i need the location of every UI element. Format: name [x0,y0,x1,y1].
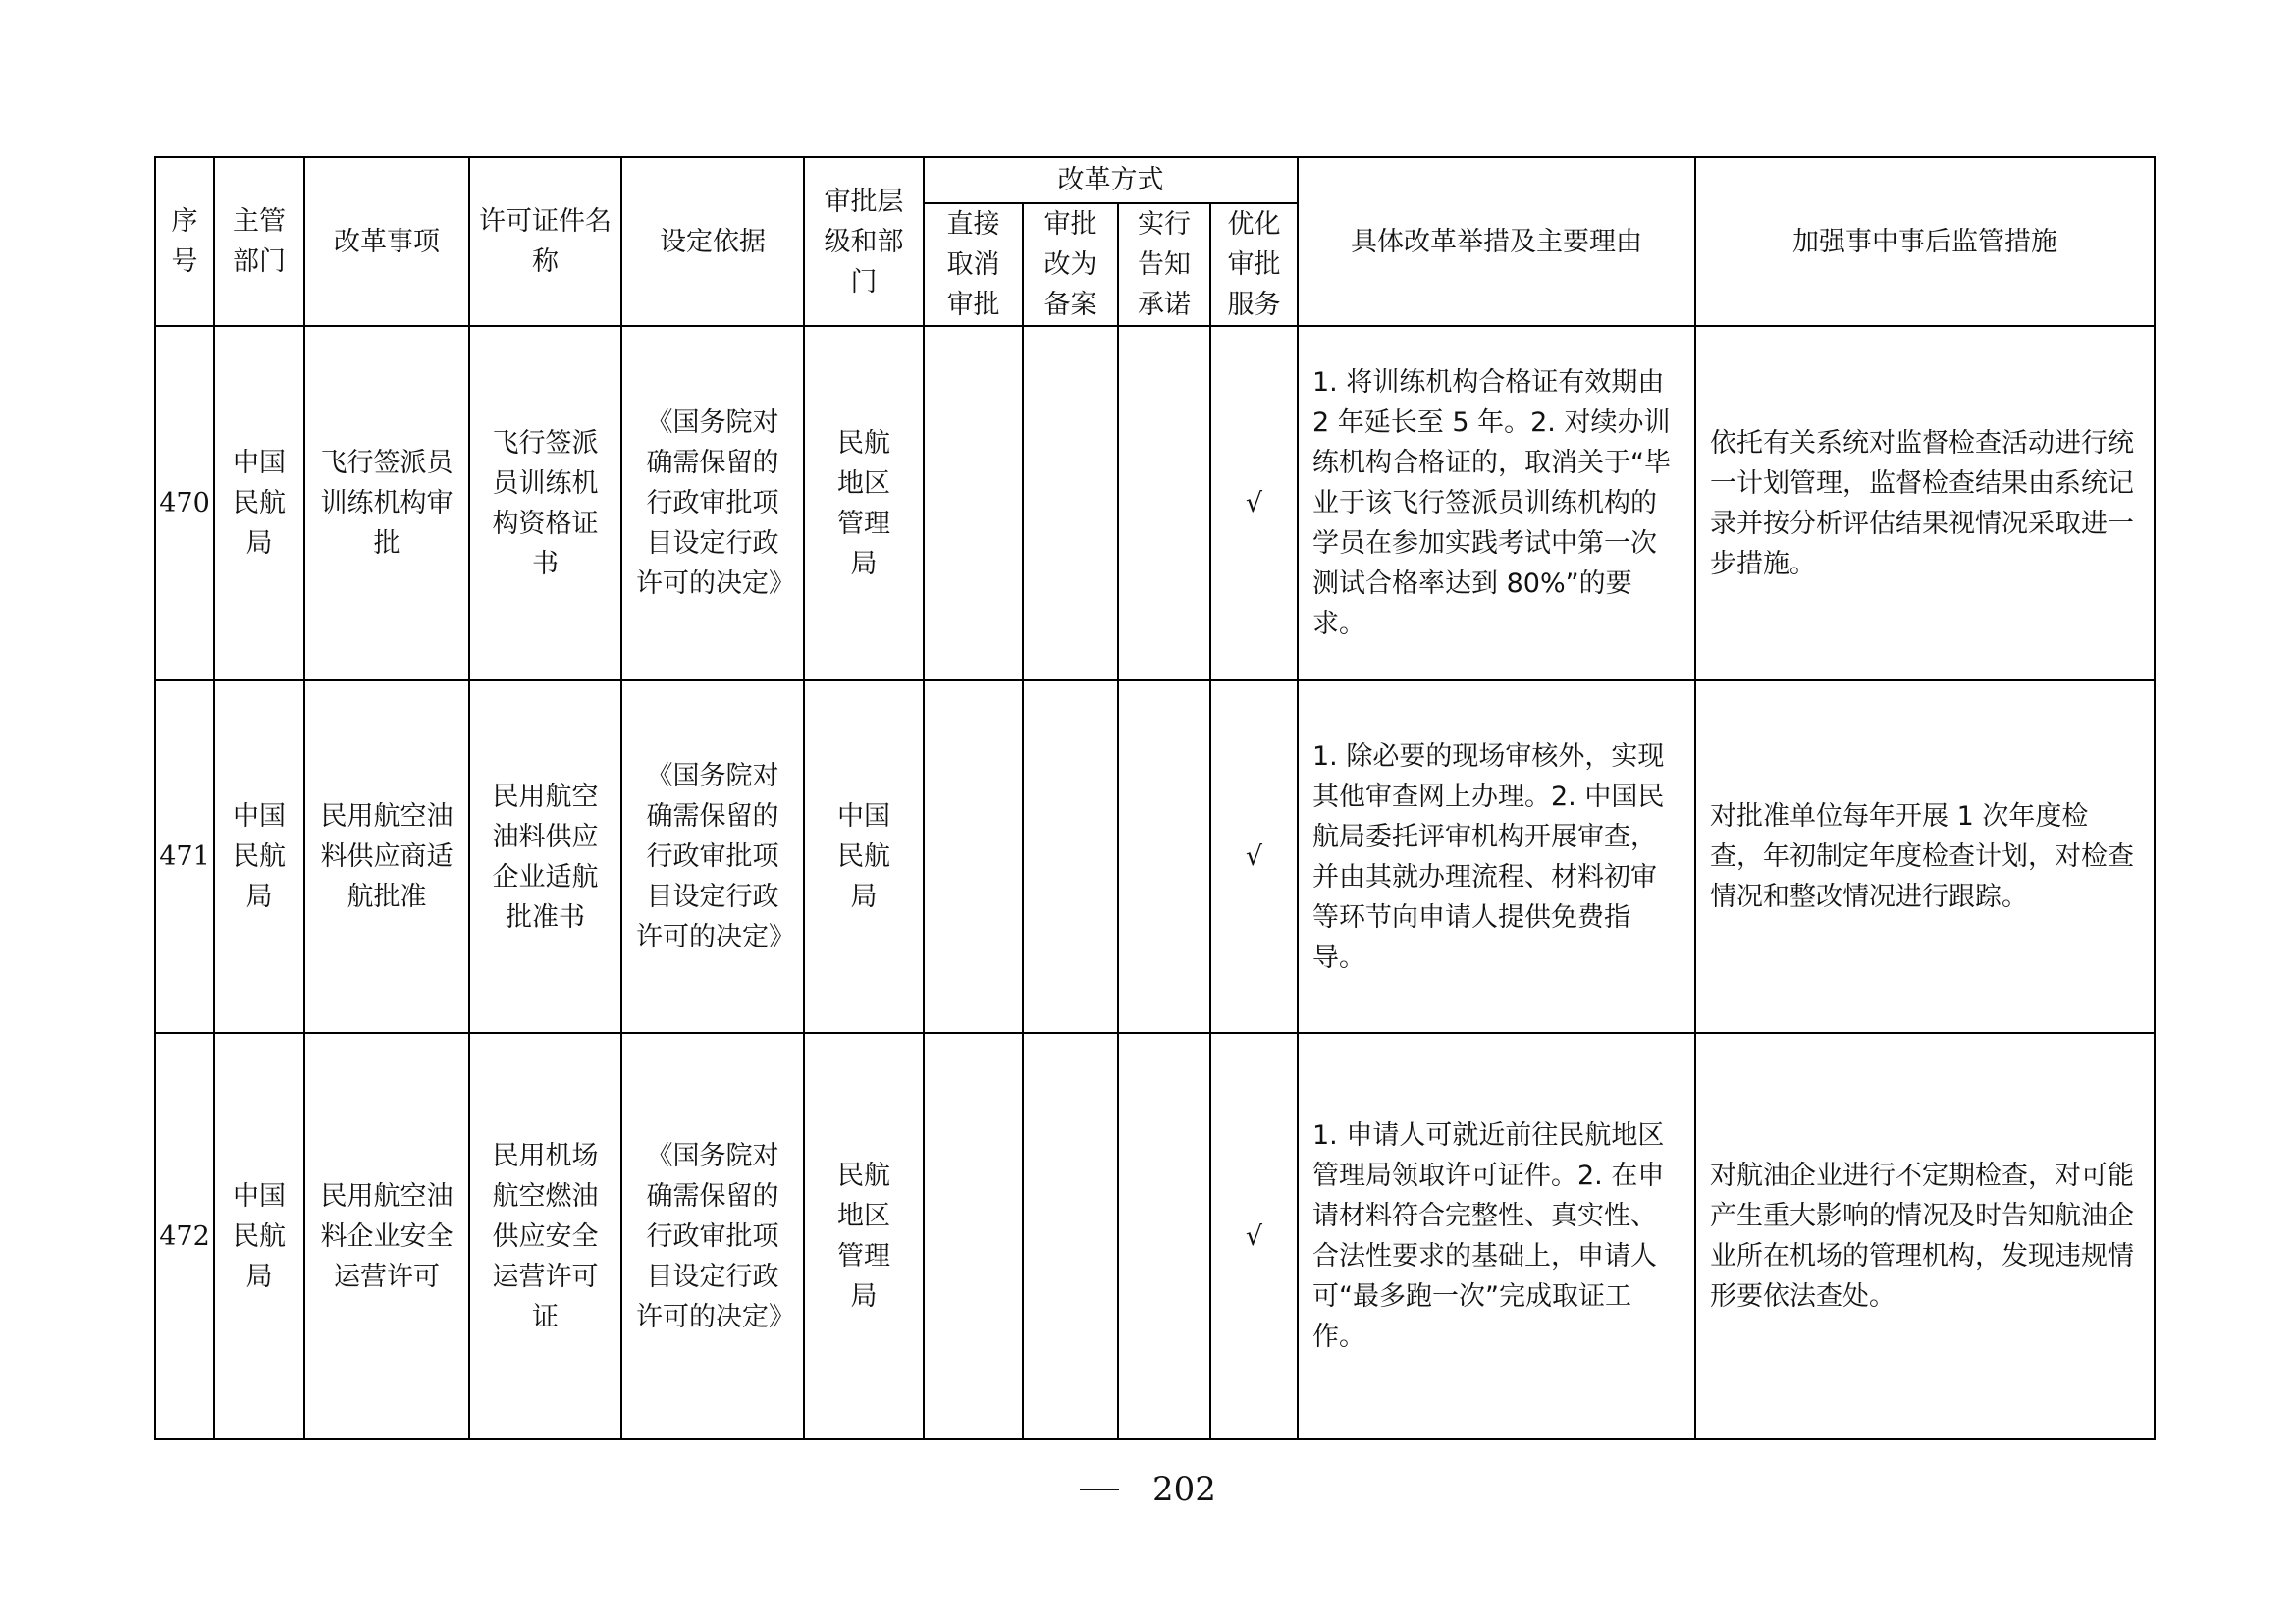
row-measures: 1. 将训练机构合格证有效期由 2 年延长至 5 年。2. 对续办训练机构合格证的，取消关于“毕业于该飞行签派员训练机构的学员在参加实践考试中第一次测试合格率达到 80%”的要求。 [1298,326,1695,680]
row-mark-cancel [924,326,1023,680]
row-item: 飞行签派员训练机构审批 [304,326,469,680]
row-supervision: 依托有关系统对监督检查活动进行统一计划管理，监督检查结果由系统记录并按分析评估结果视情况采取进一步措施。 [1695,326,2155,680]
row-mark-notice [1118,1033,1210,1439]
table-row [155,1033,2155,1439]
row-seq: 471 [155,680,214,1033]
header-measures: 具体改革举措及主要理由 [1298,157,1695,326]
row-mark-cancel [924,680,1023,1033]
header-row-1 [155,157,2155,203]
row-item: 民用航空油料供应商适航批准 [304,680,469,1033]
row-mark-filing [1023,1033,1118,1439]
page-footer [0,1470,2296,1509]
row-level: 中国民航局 [804,680,924,1033]
header-item: 改革事项 [304,157,469,326]
header-seq: 序号 [155,157,214,326]
row-mark-optimize: √ [1210,1033,1298,1439]
row-dept: 中国民航局 [214,326,304,680]
row-license: 民用机场航空燃油供应安全运营许可证 [469,1033,621,1439]
header-supervision: 加强事中事后监管措施 [1695,157,2155,326]
row-supervision: 对航油企业进行不定期检查，对可能产生重大影响的情况及时告知航油企业所在机场的管理机构，发现违规情形要依法查处。 [1695,1033,2155,1439]
row-mark-notice [1118,680,1210,1033]
row-mark-filing [1023,326,1118,680]
header-method-filing: 审批改为备案 [1023,203,1118,326]
header-method-notice: 实行告知承诺 [1118,203,1210,326]
header-basis: 设定依据 [621,157,804,326]
row-basis: 《国务院对确需保留的行政审批项目设定行政许可的决定》 [621,1033,804,1439]
row-license: 飞行签派员训练机构资格证书 [469,326,621,680]
table-row [155,326,2155,680]
row-supervision: 对批准单位每年开展 1 次年度检查，年初制定年度检查计划，对检查情况和整改情况进行跟踪。 [1695,680,2155,1033]
row-basis: 《国务院对确需保留的行政审批项目设定行政许可的决定》 [621,680,804,1033]
header-method-optimize: 优化审批服务 [1210,203,1298,326]
header-method-cancel: 直接取消审批 [924,203,1023,326]
row-measures: 1. 申请人可就近前往民航地区管理局领取许可证件。2. 在申请材料符合完整性、真实性、合法性要求的基础上，申请人可“最多跑一次”完成取证工作。 [1298,1033,1695,1439]
row-seq: 470 [155,326,214,680]
reform-table [154,156,2156,1440]
row-license: 民用航空油料供应企业适航批准书 [469,680,621,1033]
row-mark-cancel [924,1033,1023,1439]
row-basis: 《国务院对确需保留的行政审批项目设定行政许可的决定》 [621,326,804,680]
row-dept: 中国民航局 [214,1033,304,1439]
page-dash [1080,1489,1119,1490]
row-level: 民航地区管理局 [804,326,924,680]
row-mark-optimize: √ [1210,680,1298,1033]
header-methods-group: 改革方式 [924,157,1298,203]
row-item: 民用航空油料企业安全运营许可 [304,1033,469,1439]
header-license: 许可证件名称 [469,157,621,326]
page-number: 202 [1152,1470,1216,1509]
row-mark-optimize: √ [1210,326,1298,680]
header-level: 审批层级和部门 [804,157,924,326]
row-level: 民航地区管理局 [804,1033,924,1439]
table-row [155,680,2155,1033]
header-dept: 主管部门 [214,157,304,326]
row-dept: 中国民航局 [214,680,304,1033]
row-measures: 1. 除必要的现场审核外，实现其他审查网上办理。2. 中国民航局委托评审机构开展审查，并由其就办理流程、材料初审等环节向申请人提供免费指导。 [1298,680,1695,1033]
row-seq: 472 [155,1033,214,1439]
row-mark-notice [1118,326,1210,680]
row-mark-filing [1023,680,1118,1033]
